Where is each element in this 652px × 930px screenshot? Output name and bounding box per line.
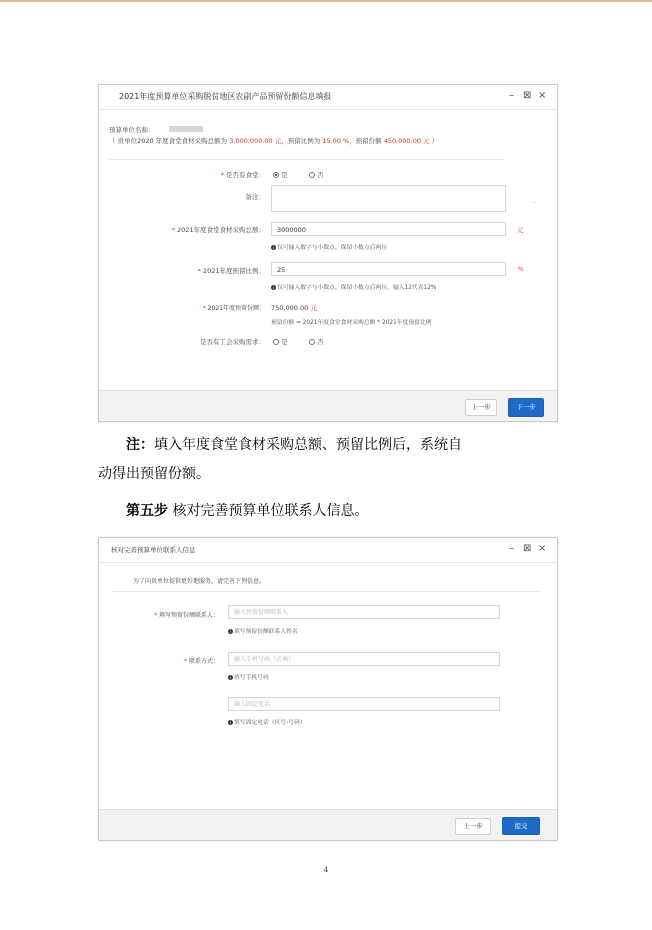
page-top-border xyxy=(0,0,652,2)
dialog-footer xyxy=(99,809,557,840)
summary-ratio: 15.00 % xyxy=(322,137,350,145)
ratio-input[interactable]: 25 xyxy=(271,262,506,276)
step5-heading: 第五步 核对完善预算单位联系人信息。 xyxy=(126,503,369,519)
contact-input[interactable]: 输入预留份额联系人 xyxy=(228,605,500,619)
minimize-icon[interactable]: – xyxy=(509,90,514,101)
total-hint: i 仅可输入数字与小数点，保留小数点后两位 xyxy=(272,245,388,251)
landline-input[interactable]: 输入固定电话 xyxy=(228,697,500,711)
contact-label: * 填写预留份额联系人： xyxy=(154,612,219,619)
remark-label: 备注： xyxy=(245,193,265,201)
union-yes-radio[interactable]: 是 xyxy=(273,337,288,346)
unit-name-label: 预算单位名称： xyxy=(109,126,155,134)
total-unit: 元 xyxy=(517,226,524,234)
prev-button[interactable]: 上一步 xyxy=(465,399,497,416)
union-label: 是否有工会采购需求： xyxy=(200,338,265,346)
summary-total: 3,000,000.00 元 xyxy=(229,137,282,145)
total-input[interactable]: 3000000 xyxy=(271,222,506,236)
mobile-hint: i 填写手机号码 xyxy=(229,675,269,681)
dialog-header xyxy=(99,538,557,563)
intro-text: 为了向贵单位提供更好地服务，请完善下列信息。 xyxy=(133,578,266,585)
dialog-header xyxy=(99,85,557,110)
unit-name-redacted xyxy=(169,126,203,132)
contact-hint: i 填写预留份额联系人姓名 xyxy=(229,629,298,635)
divider xyxy=(111,591,541,592)
summary-line: （ 贵单位2020 年度食堂食材采购总额为 3,000,000.00 元，预留比例为 15.00 %，预留份额 450,000.00 元 ） xyxy=(109,137,439,145)
divider xyxy=(109,159,504,160)
dialog-title: 2021年度预算单位采购脱贫地区农副产品预留份额信息填报 xyxy=(119,92,332,101)
minimize-icon[interactable]: – xyxy=(509,543,514,554)
ratio-label: * 2021年度预留比例： xyxy=(197,267,265,275)
amount-value: 750,000.00 元 xyxy=(271,304,317,312)
amount-formula: 预留份额 = 2021年度食堂食材采购总额 * 2021年度预留比例 xyxy=(271,320,432,326)
note-line-1: 注：填入年度食堂食材采购总额、预留比例后，系统自 xyxy=(126,437,462,453)
amount-label: * 2021年度预留份额： xyxy=(202,305,265,312)
prev-button[interactable]: 上一步 xyxy=(455,818,491,835)
page-number: 4 xyxy=(323,866,329,874)
close-icon[interactable]: × xyxy=(538,543,547,554)
note-line-2: 动得出预留份额。 xyxy=(98,466,210,482)
union-no-radio[interactable]: 否 xyxy=(309,337,324,346)
ratio-hint: i 仅可输入数字与小数点，保留小数点后两位，输入12代表12% xyxy=(272,285,437,291)
canteen-no-radio[interactable]: 否 xyxy=(309,170,324,179)
remark-side-text: ... xyxy=(531,197,538,205)
dialog-footer xyxy=(99,390,557,421)
submit-button[interactable]: 提交 xyxy=(502,817,540,835)
maximize-icon[interactable]: ⊠ xyxy=(523,90,532,101)
summary-amount: 450,000.00 元 xyxy=(383,137,430,145)
dialog-title: 核对完善预算单位联系人信息 xyxy=(111,546,196,554)
maximize-icon[interactable]: ⊠ xyxy=(523,543,532,554)
quota-form-dialog xyxy=(98,84,558,422)
contact-info-dialog xyxy=(98,537,558,841)
mobile-input[interactable]: 输入手机号码（必填） xyxy=(228,652,500,666)
phone-label: * 联系方式： xyxy=(184,658,219,665)
next-button[interactable]: 下一步 xyxy=(508,398,544,417)
total-label: * 2021年度食堂食材采购总额： xyxy=(171,226,265,234)
close-icon[interactable]: × xyxy=(538,90,547,101)
canteen-yes-radio[interactable]: 是 xyxy=(273,170,288,179)
ratio-unit: % xyxy=(518,266,524,273)
has-canteen-label: * 是否有食堂： xyxy=(220,171,265,179)
remark-textarea[interactable] xyxy=(271,185,506,212)
landline-hint: i 填写固定电话（区号-号码） xyxy=(229,720,306,726)
